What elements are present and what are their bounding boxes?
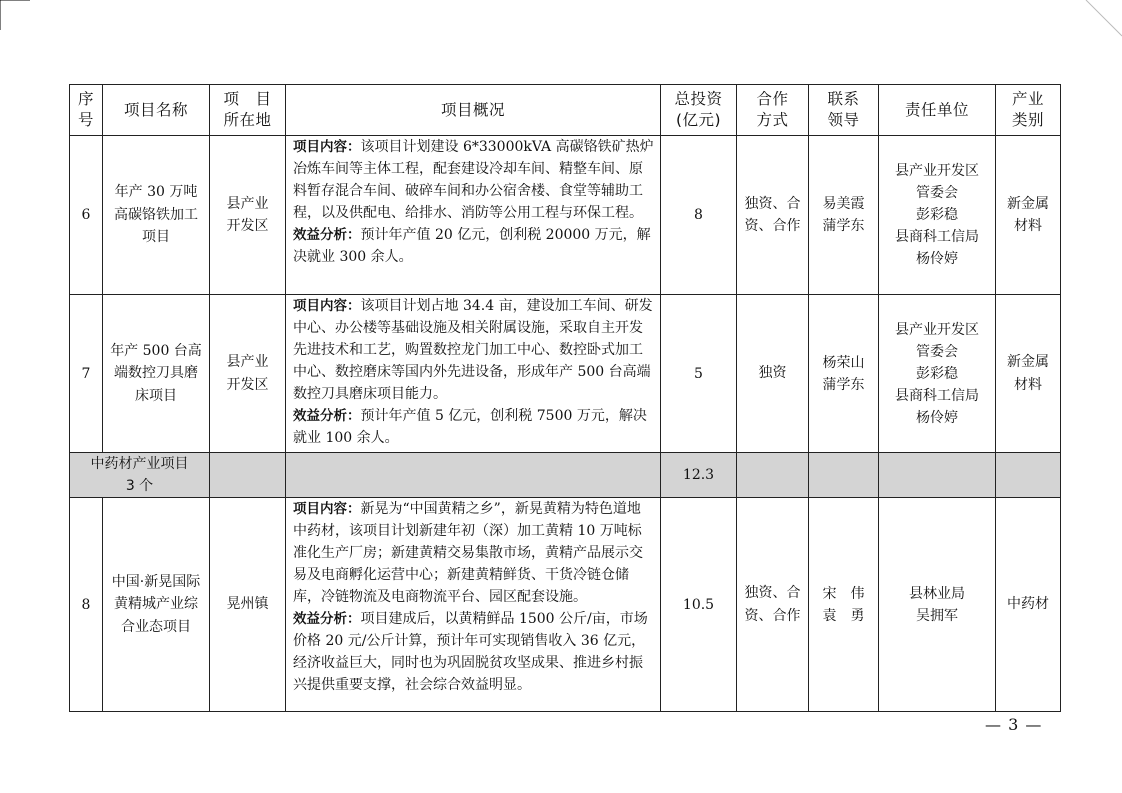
header-overview: 项目概况 [286, 85, 661, 136]
header-responsible: 责任单位 [879, 85, 996, 136]
row-seq: 7 [70, 295, 103, 453]
group-empty-cell [210, 453, 286, 498]
content-text: 新晃为“中国黄精之乡”，新晃黄精为特色道地中药材，该项目计划新建年初（深）加工黄精 10 万吨标准化生产厂房；新建黄精交易集散市场，黄精产品展示交易及电商孵化运营中心；新建黄精鲜货、干货冷链仓储库，冷链物流及电商物流平台、园区配套设施。 [293, 501, 643, 605]
group-investment: 12.3 [661, 453, 737, 498]
table-row [70, 295, 1061, 453]
row-leader: 易美霞 蒲学东 [809, 136, 879, 295]
group-empty-cell [996, 453, 1061, 498]
row-investment: 8 [661, 136, 737, 295]
benefit-text: 项目建成后，以黄精鲜品 1500 公斤/亩，市场价格 20 元/公斤计算，预计年可实现销售收入 36 亿元，经济收益巨大，同时也为巩固脱贫攻坚成果、推进乡村振兴提供重要支撑，社会综合效益明显。 [293, 611, 648, 693]
table-row [70, 498, 1061, 712]
row-location: 县产业开发区 [210, 295, 286, 453]
row-investment: 10.5 [661, 498, 737, 712]
benefit-label: 效益分析： [293, 227, 361, 243]
row-responsible: 县产业开发区 管委会 彭彩稳 县商科工信局 杨伶婷 [879, 295, 996, 453]
header-cooperation: 合作 方式 [737, 85, 809, 136]
row-location: 晃州镇 [210, 498, 286, 712]
content-label: 项目内容： [293, 298, 361, 314]
content-text: 该项目计划建设 6*33000kVA 高碳铬铁矿热炉冶炼车间等主体工程，配套建设冷却车间、精整车间、原料暂存混合车间、破碎车间和办公宿舍楼、食堂等辅助工程，以及供配电、给排水、消防等公用工程与环保工程。 [293, 139, 654, 221]
row-overview [286, 136, 661, 295]
group-name: 中药材产业项目 3 个 [70, 453, 210, 498]
header-location: 项 目 所在地 [210, 85, 286, 136]
row-project-name: 年产 30 万吨高碳铬铁加工项目 [103, 136, 210, 295]
row-investment: 5 [661, 295, 737, 453]
header-industry: 产业 类别 [996, 85, 1061, 136]
row-industry: 新金属材料 [996, 295, 1061, 453]
row-leader: 宋 伟 袁 勇 [809, 498, 879, 712]
row-seq: 6 [70, 136, 103, 295]
header-seq: 序 号 [70, 85, 103, 136]
table-header-row [70, 85, 1061, 136]
row-industry: 新金属材料 [996, 136, 1061, 295]
row-cooperation: 独资 [737, 295, 809, 453]
header-name: 项目名称 [103, 85, 210, 136]
header-investment: 总投资 (亿元) [661, 85, 737, 136]
row-responsible: 县产业开发区 管委会 彭彩稳 县商科工信局 杨伶婷 [879, 136, 996, 295]
row-overview [286, 498, 661, 712]
project-table [69, 84, 1061, 712]
page-number: — 3 — [985, 715, 1043, 734]
row-overview [286, 295, 661, 453]
benefit-label: 效益分析： [293, 611, 361, 627]
row-seq: 8 [70, 498, 103, 712]
row-location: 县产业开发区 [210, 136, 286, 295]
group-empty-cell [286, 453, 661, 498]
content-text: 该项目计划占地 34.4 亩，建设加工车间、研发中心、办公楼等基础设施及相关附属设施，采取自主开发先进技术和工艺，购置数控龙门加工中心、数控卧式加工中心、数控磨床等国内外先进设备，形成年产 500 台高端数控刀具磨床项目能力。 [293, 298, 653, 402]
row-responsible: 县林业局 吴拥军 [879, 498, 996, 712]
benefit-label: 效益分析： [293, 408, 361, 424]
row-cooperation: 独资、合资、合作 [737, 136, 809, 295]
benefit-text: 预计年产值 20 亿元，创利税 20000 万元，解决就业 300 余人。 [293, 227, 651, 265]
table-row [70, 136, 1061, 295]
header-leader: 联系 领导 [809, 85, 879, 136]
row-leader: 杨荣山 蒲学东 [809, 295, 879, 453]
group-empty-cell [737, 453, 809, 498]
row-project-name: 中国·新晃国际黄精城产业综合业态项目 [103, 498, 210, 712]
content-label: 项目内容： [293, 501, 361, 517]
benefit-text: 预计年产值 5 亿元，创利税 7500 万元，解决就业 100 余人。 [293, 408, 647, 446]
group-subtotal-row [70, 453, 1061, 498]
content-label: 项目内容： [293, 139, 361, 155]
group-empty-cell [879, 453, 996, 498]
row-project-name: 年产 500 台高端数控刀具磨床项目 [103, 295, 210, 453]
row-cooperation: 独资、合资、合作 [737, 498, 809, 712]
group-empty-cell [809, 453, 879, 498]
row-industry: 中药材 [996, 498, 1061, 712]
